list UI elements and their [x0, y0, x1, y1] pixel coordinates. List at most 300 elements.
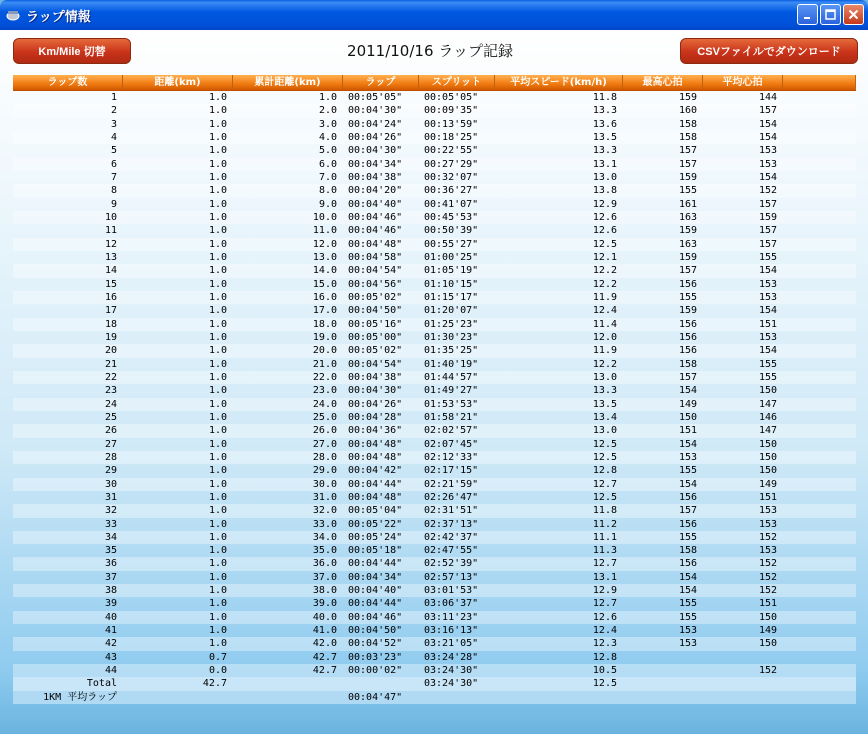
cell-lap-time: 00:04'36": [348, 425, 403, 437]
cell-avg-heart-rate: 154: [758, 265, 777, 277]
cell-max-heart-rate: 155: [678, 291, 697, 303]
cell-distance: 1.0: [208, 278, 227, 290]
cell-cumulative-distance: [233, 691, 343, 704]
table-row: [13, 571, 856, 584]
cell-max-heart-rate: 155: [678, 465, 697, 477]
table-row: [13, 384, 856, 397]
cell-cumulative-distance: 15.0: [312, 278, 337, 290]
cell-max-heart-rate: 158: [678, 118, 697, 130]
cell-max-heart-rate: [623, 664, 703, 677]
cell-avg-speed: 12.6: [592, 611, 617, 623]
cell-avg-speed: 10.5: [592, 665, 617, 677]
cell-lap-time: 00:05'18": [348, 545, 403, 557]
cell-avg-heart-rate: 154: [758, 171, 777, 183]
cell-avg-heart-rate: 153: [758, 518, 777, 530]
column-header-avg-heart-rate: 平均心拍: [703, 75, 783, 90]
table-row: [13, 451, 856, 464]
cell-max-heart-rate: 154: [678, 438, 697, 450]
column-header-cumulative-distance: 累計距離(km): [233, 75, 343, 90]
page-title: 2011/10/16 ラップ記録: [347, 42, 513, 60]
cell-lap-time: 00:05'24": [348, 531, 403, 543]
cell-split-time: 02:31'51": [424, 505, 479, 517]
cell-avg-speed: 11.2: [592, 518, 617, 530]
cell-cumulative-distance: 2.0: [318, 105, 337, 117]
cell-distance: 1.0: [208, 558, 227, 570]
column-header-distance: 距離(km): [123, 75, 233, 90]
cell-lap-number: 24: [104, 398, 117, 410]
cell-avg-speed: 12.5: [592, 451, 617, 463]
cell-split-time: 03:01'53": [424, 585, 479, 597]
cell-avg-speed: 13.8: [592, 185, 617, 197]
cell-avg-speed: 12.6: [592, 211, 617, 223]
table-row: [13, 438, 856, 451]
cell-split-time: 00:50'39": [424, 225, 479, 237]
cell-avg-speed: 13.1: [592, 571, 617, 583]
cell-lap-number: 27: [104, 438, 117, 450]
cell-avg-heart-rate: 149: [758, 625, 777, 637]
cell-avg-heart-rate: 153: [758, 158, 777, 170]
cell-lap-time: 00:04'48": [348, 491, 403, 503]
cell-avg-speed: 12.2: [592, 358, 617, 370]
cell-cumulative-distance: 33.0: [312, 518, 337, 530]
cell-avg-speed: 12.2: [592, 278, 617, 290]
cell-avg-heart-rate: 154: [758, 131, 777, 143]
cell-avg-speed: 13.3: [592, 105, 617, 117]
cell-avg-heart-rate: 154: [758, 345, 777, 357]
table-row: [13, 557, 856, 570]
cell-lap-number: 43: [104, 651, 117, 663]
cell-avg-speed: 12.7: [592, 598, 617, 610]
cell-avg-heart-rate: 151: [758, 598, 777, 610]
cell-cumulative-distance: 3.0: [318, 118, 337, 130]
cell-max-heart-rate: 159: [678, 305, 697, 317]
table-row: [13, 371, 856, 384]
cell-avg-speed: 13.5: [592, 398, 617, 410]
cell-lap-number: 4: [110, 131, 117, 143]
table-row: [13, 158, 856, 171]
cell-lap-time: 00:04'56": [348, 278, 403, 290]
cell-avg-speed: 12.9: [592, 198, 617, 210]
cell-split-time: 02:26'47": [424, 491, 479, 503]
cell-avg-heart-rate: 153: [758, 331, 777, 343]
cell-lap-time: 00:05'16": [348, 318, 403, 330]
cell-avg-speed: 11.8: [592, 505, 617, 517]
cell-avg-speed: 12.8: [592, 465, 617, 477]
cell-cumulative-distance: 36.0: [312, 558, 337, 570]
close-button[interactable]: [843, 4, 864, 25]
cell-lap-number: 8: [110, 185, 117, 197]
cell-lap-time: 00:05'00": [348, 331, 403, 343]
cell-lap-number: 22: [104, 371, 117, 383]
cell-avg-heart-rate: 150: [758, 638, 777, 650]
cell-distance: 1.0: [208, 398, 227, 410]
cell-lap-time: 00:04'38": [348, 171, 403, 183]
cell-cumulative-distance: 18.0: [312, 318, 337, 330]
cell-cumulative-distance: 7.0: [318, 171, 337, 183]
table-row: [13, 211, 856, 224]
total-row: [13, 677, 856, 690]
cell-lap-time: 00:05'22": [348, 518, 403, 530]
cell-lap-time: 00:04'48": [348, 451, 403, 463]
cell-split-time: 02:42'37": [424, 531, 479, 543]
cell-lap-time: 00:04'30": [348, 145, 403, 157]
cell-distance: 1.0: [208, 625, 227, 637]
cell-max-heart-rate: 158: [678, 358, 697, 370]
cell-split-time: 02:57'13": [424, 571, 479, 583]
cell-max-heart-rate: 158: [678, 545, 697, 557]
cell-max-heart-rate: 159: [678, 171, 697, 183]
cell-max-heart-rate: 159: [678, 92, 697, 103]
cell-avg-heart-rate: 152: [758, 558, 777, 570]
cell-avg-heart-rate: 154: [758, 305, 777, 317]
cell-split-time: 03:21'05": [424, 638, 479, 650]
cell-distance: 1.0: [208, 238, 227, 250]
table-row: [13, 238, 856, 251]
cell-split-time: 00:09'35": [424, 105, 479, 117]
cell-distance: 1.0: [208, 358, 227, 370]
cell-distance: 0.0: [208, 665, 227, 677]
cell-lap-time: 00:04'44": [348, 598, 403, 610]
cell-lap-time: 00:04'38": [348, 371, 403, 383]
cell-avg-speed: 12.5: [592, 438, 617, 450]
cell-lap-time: [343, 677, 419, 690]
cell-lap-number: 15: [104, 278, 117, 290]
cell-avg-heart-rate: 155: [758, 251, 777, 263]
cell-cumulative-distance: 42.0: [312, 638, 337, 650]
cell-max-heart-rate: 155: [678, 531, 697, 543]
column-header-split-time: スプリット: [419, 75, 495, 90]
cell-cumulative-distance: 25.0: [312, 411, 337, 423]
table-row: [13, 304, 856, 317]
cell-distance: [123, 691, 233, 704]
cell-lap-number: 6: [110, 158, 117, 170]
cell-split-time: 00:41'07": [424, 198, 479, 210]
table-row: [13, 597, 856, 610]
cell-distance: 1.0: [208, 465, 227, 477]
table-row: [13, 264, 856, 277]
cell-distance: 1.0: [208, 291, 227, 303]
cell-distance: 1.0: [208, 438, 227, 450]
cell-max-heart-rate: 157: [678, 145, 697, 157]
cell-max-heart-rate: 156: [678, 318, 697, 330]
cell-max-heart-rate: [623, 677, 703, 690]
cell-avg-speed: 13.6: [592, 118, 617, 130]
cell-cumulative-distance: [233, 677, 343, 690]
cell-lap-time: 00:04'26": [348, 131, 403, 143]
cell-lap-number: 7: [110, 171, 117, 183]
cell-lap-number: 30: [104, 478, 117, 490]
cell-max-heart-rate: 159: [678, 225, 697, 237]
cell-cumulative-distance: 27.0: [312, 438, 337, 450]
cell-cumulative-distance: 40.0: [312, 611, 337, 623]
cell-max-heart-rate: 156: [678, 491, 697, 503]
column-header-max-heart-rate: 最高心拍: [623, 75, 703, 90]
cell-split-time: 01:40'19": [424, 358, 479, 370]
cell-distance: 1.0: [208, 598, 227, 610]
table-row: [13, 398, 856, 411]
cell-distance: 1.0: [208, 478, 227, 490]
cell-split-time: 01:44'57": [424, 371, 479, 383]
cell-lap-number: 12: [104, 238, 117, 250]
cell-cumulative-distance: 32.0: [312, 505, 337, 517]
km-mile-toggle-button[interactable]: Km/Mile 切替: [13, 38, 131, 64]
cell-avg-heart-rate: 153: [758, 545, 777, 557]
cell-max-heart-rate: 163: [678, 211, 697, 223]
cell-cumulative-distance: 16.0: [312, 291, 337, 303]
cell-distance: 1.0: [208, 211, 227, 223]
csv-download-button[interactable]: CSVファイルでダウンロード: [680, 38, 858, 64]
table-row: [13, 611, 856, 624]
column-header-avg-speed: 平均スピード(km/h): [495, 75, 623, 90]
cell-split-time: 00:45'53": [424, 211, 479, 223]
maximize-button[interactable]: [820, 4, 841, 25]
table-row: [13, 544, 856, 557]
cell-avg-speed: [495, 691, 623, 704]
cell-lap-number: 25: [104, 411, 117, 423]
cell-cumulative-distance: 37.0: [312, 571, 337, 583]
cell-distance: 1.0: [208, 105, 227, 117]
cell-distance: 0.7: [208, 651, 227, 663]
cell-lap-number: 33: [104, 518, 117, 530]
cell-split-time: 01:53'53": [424, 398, 479, 410]
table-row: [13, 344, 856, 357]
cell-avg-heart-rate: 155: [758, 371, 777, 383]
cell-lap-time: 00:04'48": [348, 238, 403, 250]
table-row: [13, 624, 856, 637]
cell-cumulative-distance: 20.0: [312, 345, 337, 357]
cell-lap-number: 35: [104, 545, 117, 557]
cell-distance: 1.0: [208, 518, 227, 530]
cell-split-time: 01:35'25": [424, 345, 479, 357]
table-row: [13, 331, 856, 344]
table-row: [13, 424, 856, 437]
table-row: [13, 224, 856, 237]
cell-lap-time: 00:04'48": [348, 438, 403, 450]
table-row: [13, 358, 856, 371]
cell-lap-time: 00:04'34": [348, 571, 403, 583]
cell-avg-speed: 12.5: [592, 491, 617, 503]
cell-cumulative-distance: 26.0: [312, 425, 337, 437]
cell-split-time: 02:07'45": [424, 438, 479, 450]
cell-split-time: 00:22'55": [424, 145, 479, 157]
cell-max-heart-rate: 156: [678, 518, 697, 530]
cell-split-time: 01:15'17": [424, 291, 479, 303]
cell-avg-speed: 11.4: [592, 318, 617, 330]
cell-lap-number: 29: [104, 465, 117, 477]
cell-max-heart-rate: 155: [678, 598, 697, 610]
cell-distance: 1.0: [208, 305, 227, 317]
cell-max-heart-rate: 156: [678, 278, 697, 290]
cell-avg-heart-rate: 152: [758, 665, 777, 677]
cell-cumulative-distance: 42.7: [312, 651, 337, 663]
column-header-lap-time: ラップ: [343, 75, 419, 90]
table-row: [13, 184, 856, 197]
table-row: [13, 291, 856, 304]
cell-avg-heart-rate: 155: [758, 358, 777, 370]
cell-lap-number: 2: [110, 105, 117, 117]
cell-avg-speed: 11.8: [592, 92, 617, 103]
cell-distance: 1.0: [208, 505, 227, 517]
cell-split-time: [419, 691, 495, 704]
cell-avg-heart-rate: 157: [758, 105, 777, 117]
cell-max-heart-rate: 155: [678, 185, 697, 197]
cell-max-heart-rate: 153: [678, 625, 697, 637]
cell-lap-time: 00:04'30": [348, 385, 403, 397]
cell-avg-speed: 13.1: [592, 158, 617, 170]
cell-split-time: 00:27'29": [424, 158, 479, 170]
cell-cumulative-distance: 42.7: [312, 665, 337, 677]
cell-max-heart-rate: [623, 691, 703, 704]
cell-cumulative-distance: 22.0: [312, 371, 337, 383]
cell-avg-heart-rate: 152: [758, 585, 777, 597]
window-controls: [797, 4, 864, 25]
cell-cumulative-distance: 12.0: [312, 238, 337, 250]
cell-lap-time: 00:05'05": [348, 92, 403, 103]
cell-avg-heart-rate: 153: [758, 145, 777, 157]
cell-avg-heart-rate: 150: [758, 451, 777, 463]
cell-cumulative-distance: 30.0: [312, 478, 337, 490]
cell-distance: 1.0: [208, 638, 227, 650]
cell-split-time: 00:55'27": [424, 238, 479, 250]
cell-lap-time: 00:04'20": [348, 185, 403, 197]
cell-max-heart-rate: 154: [678, 571, 697, 583]
cell-lap-number: 26: [104, 425, 117, 437]
cell-avg-speed: 12.3: [592, 638, 617, 650]
cell-lap-time: 00:04'24": [348, 118, 403, 130]
cell-lap-number: Total: [86, 678, 117, 690]
column-header-blank: [783, 75, 856, 90]
cell-cumulative-distance: 13.0: [312, 251, 337, 263]
cell-split-time: 03:06'37": [424, 598, 479, 610]
cell-distance: 1.0: [208, 345, 227, 357]
cell-cumulative-distance: 24.0: [312, 398, 337, 410]
cell-avg-speed: 12.5: [592, 238, 617, 250]
table-row: [13, 118, 856, 131]
cell-split-time: 01:30'23": [424, 331, 479, 343]
cell-split-time: 01:10'15": [424, 278, 479, 290]
cell-split-time: 00:18'25": [424, 131, 479, 143]
minimize-button[interactable]: [797, 4, 818, 25]
cell-lap-number: 18: [104, 318, 117, 330]
cell-distance: 1.0: [208, 331, 227, 343]
cell-distance: 1.0: [208, 92, 227, 103]
cell-lap-number: 31: [104, 491, 117, 503]
cell-max-heart-rate: 153: [678, 638, 697, 650]
cell-max-heart-rate: 156: [678, 331, 697, 343]
cell-cumulative-distance: 8.0: [318, 185, 337, 197]
cell-lap-number: 14: [104, 265, 117, 277]
cell-max-heart-rate: 161: [678, 198, 697, 210]
cell-max-heart-rate: [623, 651, 703, 664]
cell-avg-speed: 12.4: [592, 305, 617, 317]
cell-lap-number: 3: [110, 118, 117, 130]
cell-cumulative-distance: 35.0: [312, 545, 337, 557]
cell-lap-time: 00:00'02": [348, 665, 403, 677]
cell-avg-heart-rate: 151: [758, 491, 777, 503]
cell-lap-time: 00:03'23": [348, 651, 403, 663]
table-row: [13, 518, 856, 531]
cell-distance: 1.0: [208, 531, 227, 543]
cell-distance: 1.0: [208, 371, 227, 383]
cell-lap-number: 36: [104, 558, 117, 570]
cell-avg-speed: 13.4: [592, 411, 617, 423]
cell-split-time: 00:36'27": [424, 185, 479, 197]
cell-avg-heart-rate: 149: [758, 478, 777, 490]
cell-distance: 1.0: [208, 198, 227, 210]
cell-lap-time: 00:04'50": [348, 305, 403, 317]
cell-distance: 1.0: [208, 131, 227, 143]
cell-cumulative-distance: 19.0: [312, 331, 337, 343]
cell-avg-speed: 12.2: [592, 265, 617, 277]
cell-lap-time: 00:04'58": [348, 251, 403, 263]
table-row: [13, 104, 856, 117]
cell-avg-heart-rate: 153: [758, 505, 777, 517]
cell-avg-speed: 12.8: [592, 651, 617, 663]
minimize-icon: [803, 10, 813, 20]
cell-max-heart-rate: 160: [678, 105, 697, 117]
cell-lap-time: 00:04'54": [348, 265, 403, 277]
cell-split-time: 00:32'07": [424, 171, 479, 183]
cell-split-time: 01:25'23": [424, 318, 479, 330]
cell-avg-heart-rate: 154: [758, 118, 777, 130]
cell-distance: 1.0: [208, 585, 227, 597]
cell-avg-speed: 12.0: [592, 331, 617, 343]
avg-row: [13, 691, 856, 704]
cell-split-time: 02:52'39": [424, 558, 479, 570]
table-row: [13, 637, 856, 650]
table-row: [13, 531, 856, 544]
cell-avg-speed: 12.5: [592, 678, 617, 690]
cell-avg-speed: 11.9: [592, 345, 617, 357]
client-area: [0, 30, 868, 734]
cell-lap-number: 9: [110, 198, 117, 210]
cell-max-heart-rate: 156: [678, 558, 697, 570]
cell-lap-number: 44: [104, 665, 117, 677]
cell-cumulative-distance: 1.0: [318, 92, 337, 103]
cell-avg-heart-rate: 157: [758, 198, 777, 210]
cell-max-heart-rate: 154: [678, 385, 697, 397]
cell-avg-heart-rate: 151: [758, 318, 777, 330]
cell-avg-speed: 12.6: [592, 225, 617, 237]
cell-cumulative-distance: 41.0: [312, 625, 337, 637]
cell-lap-time: 00:04'26": [348, 398, 403, 410]
cell-avg-heart-rate: 157: [758, 225, 777, 237]
cell-lap-number: 38: [104, 585, 117, 597]
column-header-lap-number: ラップ数: [13, 75, 123, 90]
cell-lap-number: 1KM 平均ラップ: [43, 691, 117, 703]
cell-avg-heart-rate: [703, 677, 783, 690]
cell-lap-time: 00:04'47": [348, 691, 403, 703]
cell-lap-number: 1: [110, 92, 117, 103]
cell-lap-time: 00:04'46": [348, 225, 403, 237]
cell-split-time: 03:11'23": [424, 611, 479, 623]
cell-avg-speed: 11.9: [592, 291, 617, 303]
cell-split-time: 02:37'13": [424, 518, 479, 530]
app-icon: [4, 6, 22, 24]
table-body: [13, 91, 856, 704]
cell-avg-speed: 11.1: [592, 531, 617, 543]
cell-distance: 1.0: [208, 185, 227, 197]
table-row: [13, 651, 856, 664]
cell-distance: 42.7: [202, 678, 227, 690]
cell-split-time: 00:13'59": [424, 118, 479, 130]
table-row: [13, 491, 856, 504]
title-bar: [0, 0, 868, 30]
cell-distance: 1.0: [208, 491, 227, 503]
cell-lap-number: 41: [104, 625, 117, 637]
cell-avg-speed: 13.3: [592, 145, 617, 157]
cell-avg-speed: 12.7: [592, 558, 617, 570]
